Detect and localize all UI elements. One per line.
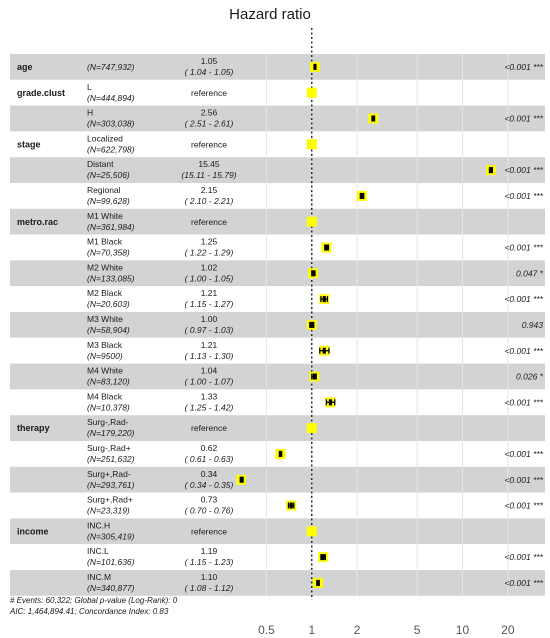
n-label: (N=444,894)	[87, 92, 135, 103]
hr-marker	[307, 139, 317, 149]
ci-value: ( 2.10 - 2.21)	[184, 196, 234, 206]
hr-value: 1.04	[200, 365, 218, 376]
n-label: (N=747,932)	[87, 62, 135, 72]
chart-title: Hazard ratio	[229, 6, 311, 23]
variable-label: metro.rac	[17, 216, 59, 227]
hr-point	[279, 451, 282, 457]
hr-value: 1.00	[200, 314, 218, 324]
ci-value: ( 2.51 - 2.61)	[184, 118, 234, 129]
hr-marker	[307, 217, 317, 227]
hr-point	[372, 116, 375, 122]
x-tick-label: 1	[308, 623, 316, 637]
hr-point	[313, 64, 316, 70]
ci-value: ( 1.22 - 1.29)	[184, 247, 234, 258]
x-tick-label: 2	[353, 623, 361, 637]
hr-point	[323, 348, 326, 354]
hr-value: 1.21	[200, 339, 218, 350]
ci-value: ( 1.13 - 1.30)	[184, 350, 234, 361]
level-label: Distant	[87, 159, 114, 170]
n-label: (N=361,984)	[87, 221, 135, 232]
n-label: (N=23,319)	[87, 505, 130, 516]
hr-value: reference	[191, 87, 227, 98]
level-label: Surg+,Rad-	[87, 468, 131, 479]
hr-value: reference	[191, 423, 227, 434]
level-label: Surg+,Rad+	[87, 494, 133, 505]
hr-point	[240, 477, 243, 483]
hr-point	[325, 245, 328, 251]
footer-events: # Events: 60,322; Global p-value (Log-Rank): 0	[10, 596, 178, 605]
level-label: M4 Black	[87, 391, 122, 402]
level-label: H	[87, 107, 94, 118]
n-label: (N=70,358)	[87, 247, 130, 258]
n-label: (N=622,798)	[87, 144, 135, 155]
hr-marker	[307, 526, 317, 536]
level-label: M4 White	[87, 365, 123, 376]
ci-value: ( 1.00 - 1.07)	[184, 376, 234, 387]
hr-value: 1.10	[200, 572, 218, 582]
level-label: Localized	[87, 133, 123, 144]
hr-point	[360, 193, 363, 199]
x-tick-label: 0.5	[258, 623, 275, 637]
hr-value: 1.19	[200, 546, 218, 557]
n-label: (N=58,904)	[87, 325, 130, 335]
variable-label: grade.clust	[17, 87, 66, 98]
hr-value: 1.33	[200, 391, 218, 402]
hr-marker	[307, 88, 317, 98]
level-label: M2 Black	[87, 288, 122, 299]
hr-value: 0.34	[200, 468, 218, 479]
ci-value: ( 0.34 - 0.35)	[184, 479, 234, 490]
n-label: (N=99,628)	[87, 196, 130, 206]
hr-value: 15.45	[198, 159, 220, 170]
p-value: <0.001 ***	[504, 242, 543, 253]
level-label: INC.L	[87, 546, 109, 557]
p-value: <0.001 ***	[504, 62, 543, 72]
x-tick-label: 20	[501, 623, 515, 637]
hr-value: 0.62	[200, 443, 218, 453]
level-label: Surg-,Rad+	[87, 443, 131, 453]
hr-marker	[307, 423, 317, 433]
ci-value: ( 0.61 - 0.63)	[184, 454, 234, 464]
hr-point	[316, 580, 319, 586]
hr-value: 2.15	[200, 185, 218, 195]
level-label: M1 Black	[87, 236, 122, 247]
hr-value: 0.73	[200, 494, 218, 505]
ci-value: ( 0.97 - 1.03)	[184, 325, 234, 335]
level-label: INC.M	[87, 572, 112, 582]
ci-value: (15.11 - 15.79)	[181, 170, 237, 181]
hr-value: 2.56	[200, 107, 218, 118]
hr-point	[329, 399, 332, 405]
hr-point	[323, 296, 326, 302]
hr-point	[489, 167, 492, 173]
level-label: M3 Black	[87, 339, 122, 350]
hr-value: 1.05	[200, 56, 218, 66]
hr-point	[290, 503, 293, 509]
footer-aic: AIC: 1,464,894.41; Concordance Index: 0.83	[10, 607, 169, 616]
n-label: (N=293,761)	[87, 479, 135, 490]
n-label: (N=340,877)	[87, 583, 135, 593]
p-value: 0.943	[521, 320, 543, 330]
variable-label: stage	[17, 139, 41, 150]
hr-value: 1.21	[200, 288, 218, 299]
ci-value: ( 1.15 - 1.27)	[184, 299, 234, 310]
x-tick-label: 10	[455, 623, 470, 637]
p-value: <0.001 ***	[504, 113, 543, 124]
n-label: (N=303,038)	[87, 118, 135, 129]
hr-value: reference	[191, 216, 227, 227]
hr-point	[313, 374, 316, 380]
n-label: (N=251,632)	[87, 454, 135, 464]
level-label: L	[87, 81, 92, 92]
p-value: <0.001 ***	[504, 474, 543, 485]
ci-value: ( 0.70 - 0.76)	[184, 505, 234, 516]
n-label: (N=179,220)	[87, 428, 135, 439]
p-value: <0.001 ***	[504, 500, 543, 511]
hr-point	[311, 270, 314, 276]
ci-value: ( 1.08 - 1.12)	[184, 583, 234, 593]
p-value: <0.001 ***	[504, 345, 543, 356]
p-value: <0.001 ***	[504, 294, 543, 305]
hr-point	[322, 554, 325, 560]
n-label: (N=25,506)	[87, 170, 130, 181]
level-label: Regional	[87, 185, 121, 195]
hr-point	[310, 322, 313, 328]
variable-label: age	[17, 62, 33, 72]
n-label: (N=83,120)	[87, 376, 130, 387]
p-value: <0.001 ***	[504, 397, 543, 408]
level-label: INC.H	[87, 520, 111, 531]
ci-value: ( 1.25 - 1.42)	[184, 402, 234, 413]
level-label: M3 White	[87, 314, 123, 324]
level-label: M1 White	[87, 210, 123, 221]
p-value: <0.001 ***	[504, 449, 543, 459]
n-label: (N=20,603)	[87, 299, 130, 310]
hr-value: 1.25	[200, 236, 218, 247]
variable-label: therapy	[17, 423, 50, 434]
ci-value: ( 1.00 - 1.05)	[184, 273, 234, 284]
ci-value: ( 1.15 - 1.23)	[184, 557, 234, 568]
level-label: Surg-,Rad-	[87, 417, 129, 428]
p-value: <0.001 ***	[504, 165, 543, 176]
p-value: <0.001 ***	[504, 191, 543, 201]
p-value: 0.026 *	[516, 371, 543, 382]
hr-value: reference	[191, 139, 227, 150]
n-label: (N=9500)	[87, 350, 123, 361]
p-value: <0.001 ***	[504, 552, 543, 563]
n-label: (N=10,378)	[87, 402, 130, 413]
n-label: (N=305,419)	[87, 531, 135, 542]
hr-value: 1.02	[200, 262, 218, 273]
n-label: (N=101,636)	[87, 557, 135, 568]
variable-label: income	[17, 526, 49, 537]
ci-value: ( 1.04 - 1.05)	[184, 67, 234, 77]
hr-value: reference	[191, 526, 227, 537]
n-label: (N=133,085)	[87, 273, 135, 284]
level-label: M2 White	[87, 262, 123, 273]
x-tick-label: 5	[413, 623, 421, 637]
p-value: <0.001 ***	[504, 578, 543, 588]
p-value: 0.047 *	[516, 268, 543, 279]
